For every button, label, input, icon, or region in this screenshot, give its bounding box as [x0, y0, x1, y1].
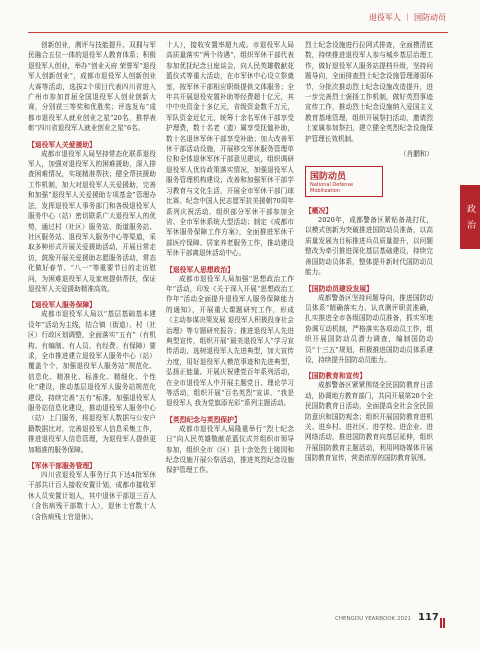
running-title: 退役军人 ｜ 国防动员	[368, 13, 446, 22]
footer-decor-bars	[440, 613, 446, 632]
body-paragraph: 成都市退役军人局隆重举行“烈士纪念日”向人民英雄敬献花篮仪式并组织市领导参加，组织全市（区）县十余处烈士陵园和纪念设施开展公祭活动，推进英烈纪念设施保护管理工作。	[166, 424, 294, 475]
body-paragraph: 2020年，成都警备区紧贴备战打仗，以模式创新为突破推进国防动员准备，以高质量发展为目标推进兵员质量提升，以问题整改为牵引推进深化基层基础建设，持续完善国防动员体系，整体提升新时代国防动员能力。	[305, 216, 433, 277]
column-1	[28, 40, 156, 606]
body-paragraph: 成都警备区紧紧围绕全民国防教育日活动，协调地方教育部门，共同开展第20个全民国防教育日活动，全面提高全社会全民国防意识和国防观念；组织开展国防教育进机关、进乡村、进社区、进学校、进企业、进网络活动，推进国防教育向基层延伸，组织开展国防教育主题活动，利用网络媒体开展国防教育宣传，营造浓厚的国防教育氛围。	[305, 381, 433, 463]
section-heading: 【退役军人服务保障】	[28, 301, 96, 310]
header-divider	[28, 32, 448, 33]
column-3	[305, 40, 433, 606]
footer-journal-name: CHENGDU YEARBOOK 2021	[335, 616, 411, 622]
section-tab-politics[interactable]: 政 治	[460, 185, 480, 249]
body-paragraph: 成都市退役军人局以“基层基础基本建设年”活动为主线，结合镇（街道）、村（社区）行政区划调整，全面落实“五有”（有机构、有编制、有人员、有经费、有保障）要求，全市推进建立退役军人服务中心（站）覆盖个个，加强退役军人服务站“规范化、信息化、精准化、标准化、精细化、个性化”建设，推动基层退役军人服务站规范化建设，持续完善“五有”标准。加强退役军人服务站信息化建设，推动退役军人服务中心（站）上门服务，将退役军人数据与公安户籍数据比对，完善退役军人信息采集工作，推进退役军人信息管理，为退役军人提供更加精准的服务保障。	[28, 310, 156, 454]
page-number: 117	[418, 612, 439, 623]
section-heading: 【英烈纪念与英烈保护】	[166, 415, 241, 424]
column-2	[166, 40, 294, 606]
page-header	[0, 0, 480, 36]
author-credit: （肖鹏和）	[400, 150, 433, 159]
body-paragraph: 创新创业，测评与技能提升、双拥与军民融合五位一体的退役军人教育体系；积极退役军人创业，举办“创业天府 荣誉军”退役军人创新创业“，成都市退役军人创新创业大赛等活动，选拔2个项目代表四川省进入广州市参加首届全国退役军人创业创新大赛，分别获三等奖和优胜奖；评选发布“成都市退役军人就业创业之星”20名，推荐表彰“四川省退役军人就业创业之星”6名。	[28, 41, 156, 133]
section-heading: 【退役军人关爱援助】	[28, 140, 96, 149]
body-paragraph: 烈士纪念设施进行拉网式排查，全面摸清底数，持续推进退役军人参与城乡基层治理工作，做好退役军人服务站提档升级，坚持问题导向，全面排查烈士纪念设施管理薄弱环节，分批次推动烈士纪念设施改造提升，进一步完善烈士褒扬工作机制，做好英烈事迹宣传工作，推动烈士纪念设施纳入爱国主义教育基地管理，组织开展祭扫活动，邀请烈士家属参加祭扫，建立健全英烈纪念设施保护管理长效机制。	[305, 41, 433, 143]
section-logo-title: 国防动员	[310, 172, 347, 183]
section-heading: 【退役军人思想政治】	[166, 265, 234, 274]
section-heading: 【国防动员建设发展】	[305, 284, 373, 293]
section-logo-subtitle: National Defense Mobilization	[310, 182, 354, 195]
section-logo-box	[305, 166, 383, 197]
body-paragraph: 四川省退役军人事务厅共下达4批军休干部共计百人接收安置计划，成都市接收军休人员安置计划人，其中退休干部退三百人（含伤病残干部数十人），退休士官数十人（含伤病残士官退休）。	[28, 471, 156, 521]
body-paragraph: 成都市退役军人局坚持常态化联系退役军人，加强对退役军人的困难援助，深入排查困难情况，实现精准帮扶；健全帮扶援助工作机制，加大对退役军人关爱援助，完善和加强“退役军人关爱援助专项基金”管理办法，发挥退役军人事务部门和各级退役军人服务中心（站）密切联系广大退役军人的优势，通过村（社区）服务站、街道服务站、社区服务站、退役军人服务中心等渠道，采取多种形式开展关爱援助活动，开展日常走访，鼓励开展关爱援助志愿服务活动，常态化做好春节、“八一”等重要节日的走访慰问，为困难退役军人及家庭提供帮扶，保证退役军人关爱援助精准高效。	[28, 149, 156, 293]
body-paragraph: 成都市退役军人局加强“思想政治工作年”活动，印发《关于深入开展“思想政治工作年”活动全面提升退役军人服务保障能力的通知》，开展重大课题研究工作，形成《主动参谋决策发展 退役军人积极投身社会治理》等专题研究报告；推进退役军人先进典型宣传，组织开展“最美退役军人”学习宣传活动，选树退役军人先进典型，加大宣传力度，用好退役军人模范事迹和先进典型，弘扬正能量。开展庆祝建党百年系列活动，在全市退役军人中开展主题党日、理论学习等活动，组织开展“百名英烈”宣讲、“我是退役军人 我为党旗添光彩”系列主题活动。	[166, 274, 294, 408]
section-heading: 【国防教育和宣传】	[305, 372, 367, 381]
body-paragraph: 成都警备区坚持问题导向，推进国防动员体系“精确落实力、认真测评职责准确，扎实推进全市各级国防动员准备，抓实军地协调互动机制，严格落实各项动员工作，组织开展国防动员潜力调查，编制国防动员“十三五”规划，积极推进国防动员体系建设，持续提升国防动员能力。	[305, 293, 433, 364]
section-heading: 【军休干部服务管理】	[28, 462, 96, 471]
body-paragraph: 十人），接收安置率超九成。市退役军人局高质量落实“两个待遇”，组织军休干部代表参加优抚纪念日座谈会，向人民英雄敬献花篮仪式等重大活动，在市军休中心设立祭奠室，按军休干部相应职级提供文体服务；全年共开展退役安置补助等经费超十亿元，其中中央资金十多亿元，省级资金数千万元，军队资金近亿元，统筹十余名军休干部享受护理费，数十名老（遗）属享受抚恤补助，数十名退休军休干部享受补助；加大改善军休干部活动设施，开展移交军休服务管理单位和全体退休军休干部意见建议，组织调研退役军人优待政策落实情况，加强退役军人服务管理机构建设；改善和加强军休干部学习教育与文化生活，开展全市军休干部门球比赛、纪念中国人民志愿军抗美援朝70周年系列庆祝活动、组织部分军休干部参加全省、全市军休系统大型活动；制定《成都市军休服务保障工作方案》，全面推进军休干部医疗保障、居家养老服务工作，推动建设军休干部离退休活动中心。	[166, 41, 294, 258]
section-heading: 【概况】	[305, 207, 333, 216]
